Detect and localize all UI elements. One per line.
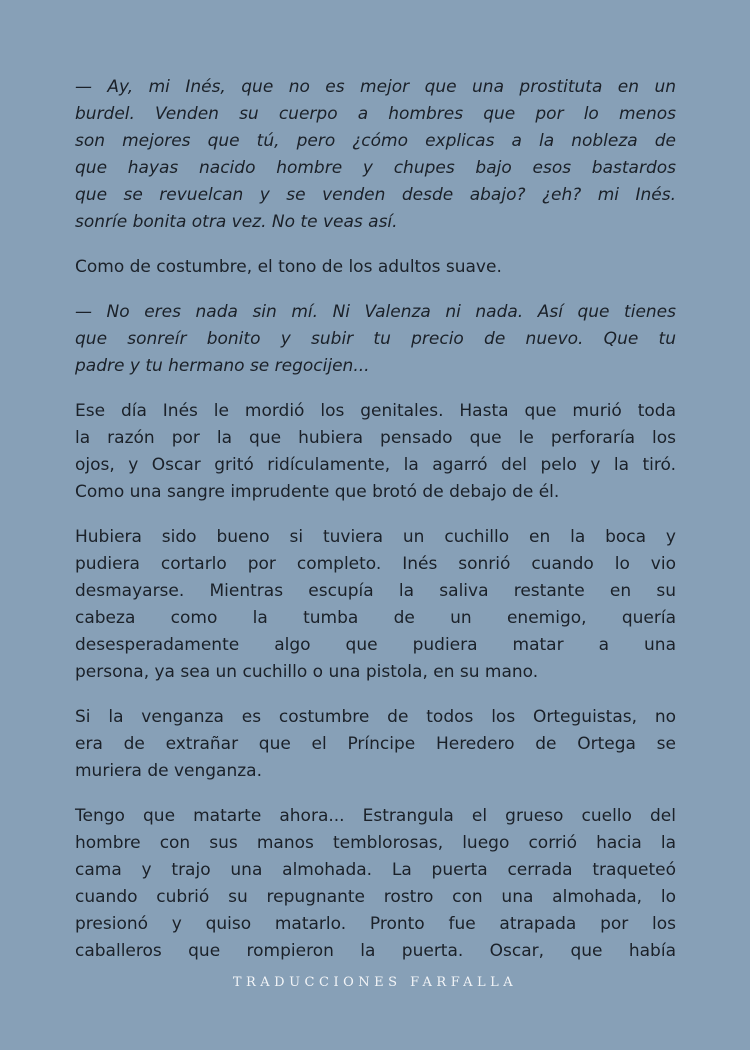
text-line: Si la venganza es costumbre de todos los Orteguistas, no (75, 707, 676, 727)
text-line: burdel. Venden su cuerpo a hombres que por lo menos (75, 104, 676, 124)
text-line: hombre con sus manos temblorosas, luego corrió hacia la (75, 833, 676, 853)
page-body (75, 74, 676, 983)
text-line: que sonreír bonito y subir tu precio de nuevo. Que tu (75, 329, 676, 349)
text-line: cama y trajo una almohada. La puerta cerrada traqueteó (75, 860, 676, 880)
dialogue-paragraph (75, 74, 676, 236)
text-line: caballeros que rompieron la puerta. Oscar, que había (75, 941, 676, 961)
text-line: muriera de venganza. (75, 761, 262, 781)
text-line: cabeza como la tumba de un enemigo, quería (75, 608, 676, 628)
text-line: persona, ya sea un cuchillo o una pistola, en su mano. (75, 662, 539, 682)
text-line: Hubiera sido bueno si tuviera un cuchillo en la boca y (75, 527, 676, 547)
text-line: Ese día Inés le mordió los genitales. Hasta que murió toda (75, 401, 676, 421)
text-line: cuando cubrió su repugnante rostro con una almohada, lo (75, 887, 676, 907)
text-line: — No eres nada sin mí. Ni Valenza ni nada. Así que tienes (75, 302, 676, 322)
text-line: Como una sangre imprudente que brotó de debajo de él. (75, 482, 560, 502)
text-line: la razón por la que hubiera pensado que le perforaría los (75, 428, 676, 448)
narrative-paragraph (75, 254, 676, 281)
text-line: era de extrañar que el Príncipe Heredero de Ortega se (75, 734, 676, 754)
dialogue-paragraph (75, 299, 676, 380)
text-line: ojos, y Oscar gritó ridículamente, la agarró del pelo y la tiró. (75, 455, 676, 475)
text-line: que se revuelcan y se venden desde abajo? ¿eh? mi Inés. (75, 185, 676, 205)
text-line: padre y tu hermano se regocijen... (75, 356, 370, 376)
narrative-paragraph (75, 803, 676, 965)
text-line: Como de costumbre, el tono de los adultos suave. (75, 257, 502, 277)
text-line: son mejores que tú, pero ¿cómo explicas a la nobleza de (75, 131, 676, 151)
narrative-paragraph (75, 704, 676, 785)
text-line: sonríe bonita otra vez. No te veas así. (75, 212, 398, 232)
text-line: presionó y quiso matarlo. Pronto fue atrapada por los (75, 914, 676, 934)
narrative-paragraph (75, 524, 676, 686)
text-line: que hayas nacido hombre y chupes bajo esos bastardos (75, 158, 676, 178)
text-line: desmayarse. Mientras escupía la saliva restante en su (75, 581, 676, 601)
text-line: Tengo que matarte ahora... Estrangula el grueso cuello del (75, 806, 676, 826)
text-line: — Ay, mi Inés, que no es mejor que una prostituta en un (75, 77, 676, 97)
narrative-paragraph (75, 398, 676, 506)
footer-credit: TRADUCCIONES FARFALLA (232, 975, 518, 990)
text-line: pudiera cortarlo por completo. Inés sonrió cuando lo vio (75, 554, 676, 574)
text-line: desesperadamente algo que pudiera matar a una (75, 635, 676, 655)
